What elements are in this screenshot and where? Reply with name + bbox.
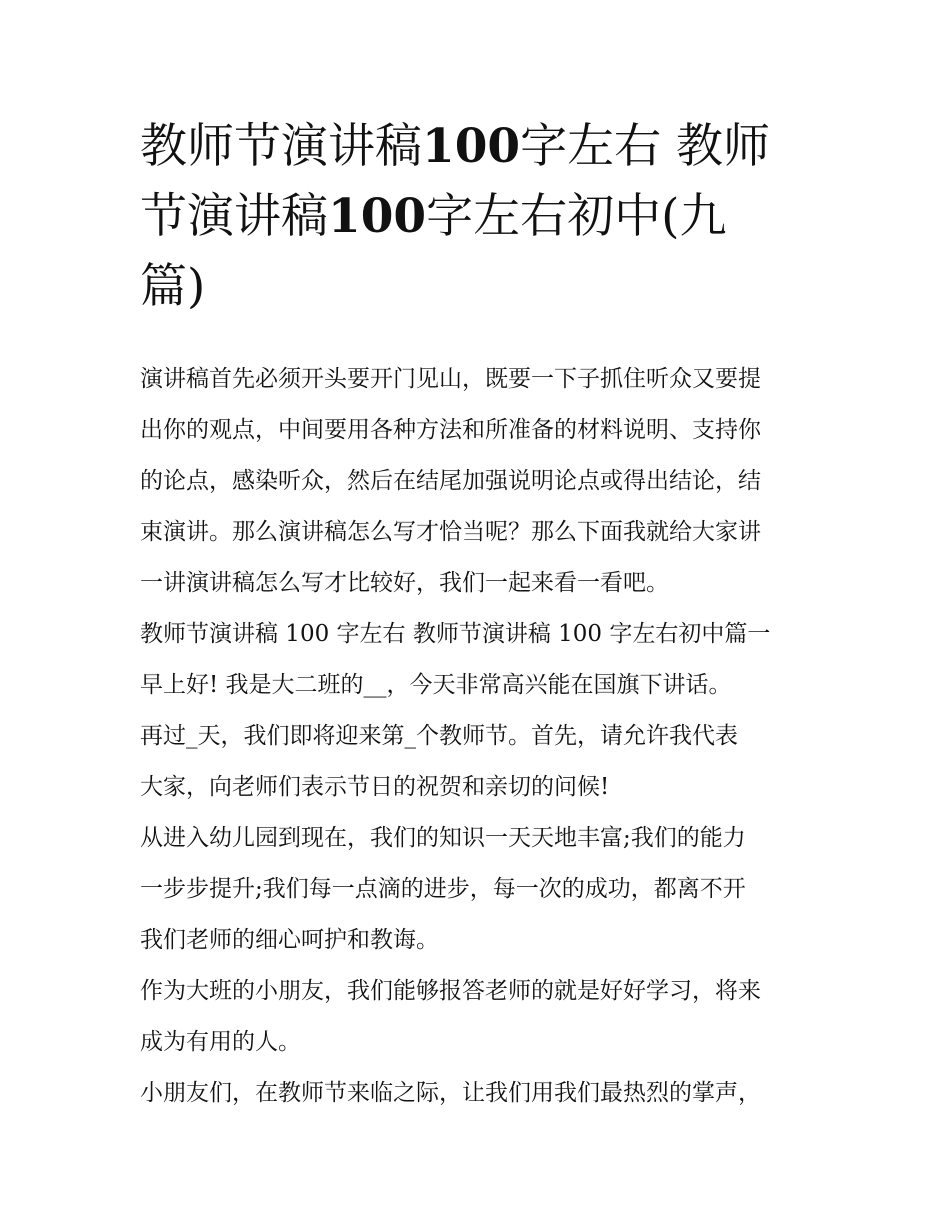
body-line: 作为大班的小朋友，我们能够报答老师的就是好好学习，将来 — [140, 978, 761, 1004]
title-number: 100 — [328, 189, 427, 244]
title-text: 教师节演讲稿 — [140, 119, 422, 174]
body-line: 束演讲。那么演讲稿怎么写才恰当呢？那么下面我就给大家讲 — [140, 519, 761, 545]
title-text: 字左右初中(九 — [426, 189, 727, 244]
title-text: 节演讲稿 — [140, 189, 328, 244]
body-line: 小朋友们，在教师节来临之际，让我们用我们最热烈的掌声， — [140, 1080, 761, 1106]
section-heading: 教师节演讲稿 100 字左右 教师节演讲稿 100 字左右初中篇一 — [140, 621, 771, 647]
body-line: 出你的观点，中间要用各种方法和所准备的材料说明、支持你 — [140, 417, 761, 443]
title-text: 篇) — [140, 259, 206, 314]
title-line-2 — [140, 182, 820, 252]
body-line: 早上好! 我是大二班的__，今天非常高兴能在国旗下讲话。 — [140, 672, 732, 698]
body-line: 再过_天，我们即将迎来第_个教师节。首先，请允许我代表 — [140, 723, 738, 749]
body-line: 演讲稿首先必须开头要开门见山，既要一下子抓住听众又要提 — [140, 366, 761, 392]
document-title — [140, 112, 820, 322]
body-line: 大家，向老师们表示节日的祝贺和亲切的问候! — [140, 774, 610, 800]
title-line-3 — [140, 252, 820, 322]
body-line: 从进入幼儿园到现在，我们的知识一天天地丰富;我们的能力 — [140, 825, 746, 851]
body-line: 的论点，感染听众，然后在结尾加强说明论点或得出结论，结 — [140, 468, 761, 494]
title-line-1 — [140, 112, 820, 182]
title-number: 100 — [422, 119, 521, 174]
body-line: 一步步提升;我们每一点滴的进步，每一次的成功，都离不开 — [140, 876, 746, 902]
title-text: 字左右 教师 — [520, 119, 771, 174]
body-line: 一讲演讲稿怎么写才比较好，我们一起来看一看吧。 — [140, 570, 669, 596]
body-line: 我们老师的细心呵护和教诲。 — [140, 927, 439, 953]
document-body — [140, 354, 820, 1119]
body-line: 成为有用的人。 — [140, 1029, 301, 1055]
